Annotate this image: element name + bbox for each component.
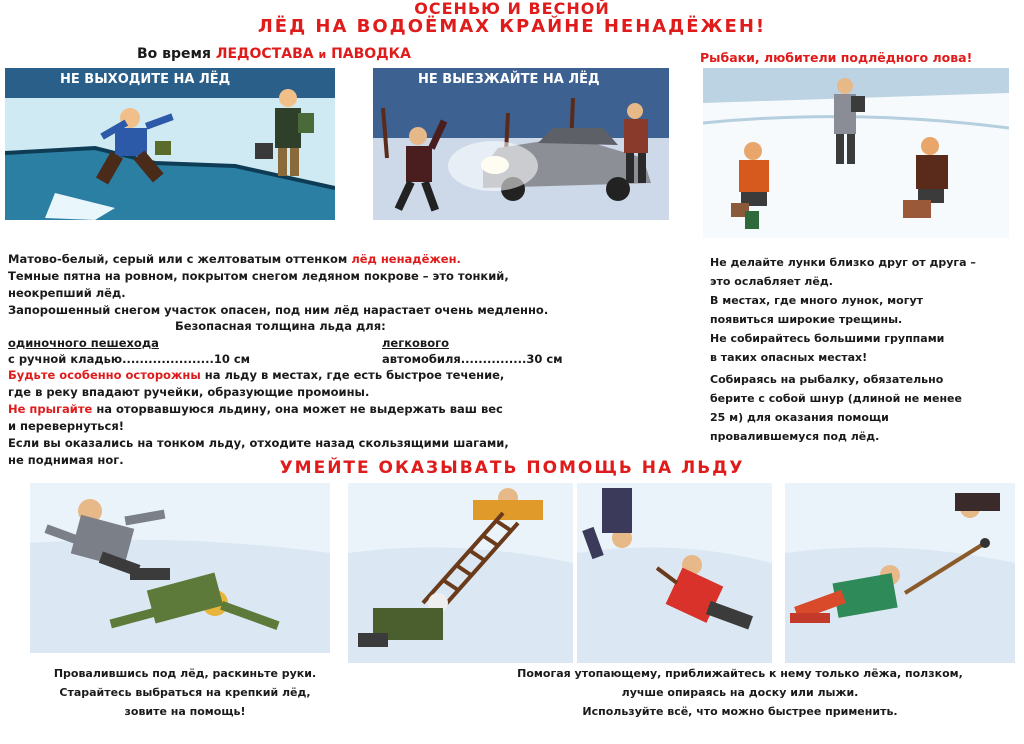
subhead-fishermen: Рыбаки, любители подлёдного лова! <box>700 50 973 65</box>
help-title: УМЕЙТЕ ОКАЗЫВАТЬ ПОМОЩЬ НА ЛЬДУ <box>279 458 745 478</box>
right-line-1: Не делайте лунки близко друг от друга – <box>710 256 976 269</box>
text-line-1 <box>8 251 461 268</box>
subhead-and: и <box>318 48 327 61</box>
caption-left-1: Провалившись под лёд, раскиньте руки. <box>53 667 317 680</box>
banner-no-drive: НЕ ВЫЕЗЖАЙТЕ НА ЛЁД <box>418 72 600 87</box>
caption-right-1: Помогая утопающему, приближайтесь к нему только лёжа, ползком, <box>517 667 963 680</box>
right-line-3: В местах, где много лунок, могут <box>710 294 923 307</box>
subhead-left <box>137 45 411 64</box>
text-car-label: легкового <box>382 336 450 350</box>
subhead-freeze: ЛЕДОСТАВА <box>215 46 314 62</box>
illustration-pole-rescue <box>785 483 1015 663</box>
text-line-4: Запорошенный снегом участок опасен, под ним лёд нарастает очень медленно. <box>8 303 549 317</box>
subhead-during: Во время <box>137 46 211 62</box>
text-do-not-jump: Не прыгайте <box>8 402 93 416</box>
illustration-car-on-ice <box>373 68 669 220</box>
caption-right-2: лучше опираясь на доску или лыжи. <box>621 686 859 699</box>
text-fast-current: на льду в местах, где есть быстрое течение, <box>204 368 505 382</box>
illustration-ice-fishermen <box>703 68 1009 238</box>
right-line-8: берите с собой шнур (длиной не менее <box>710 392 962 405</box>
right-line-9: 25 м) для оказания помощи <box>710 411 889 424</box>
text-ice-unreliable: лёд ненадёжен. <box>351 252 461 266</box>
right-line-4: появиться широкие трещины. <box>710 313 903 326</box>
illustration-spread-arms <box>30 483 330 653</box>
text-line-2: Темные пятна на ровном, покрытом снегом ледяном покрове – это тонкий, <box>8 269 509 283</box>
text-car-value: автомобиля...............30 см <box>382 352 563 366</box>
text-line-10 <box>8 401 503 418</box>
caption-left-3: зовите на помощь! <box>124 705 246 718</box>
text-line-11: и перевернуться! <box>8 419 124 433</box>
illustration-falling-through-ice <box>5 68 335 220</box>
text-line-3: неокрепший лёд. <box>8 286 126 300</box>
text-be-careful: Будьте особенно осторожны <box>8 368 201 382</box>
illustration-ladder-rescue <box>348 483 573 663</box>
right-line-5: Не собирайтесь большими группами <box>710 332 945 345</box>
text-line-12: Если вы оказались на тонком льду, отходите назад скользящими шагами, <box>8 436 509 450</box>
text-safe-thickness: Безопасная толщина льда для: <box>175 319 386 333</box>
text-ice-color: Матово-белый, серый или с желтоватым оттенком <box>8 252 348 266</box>
subhead-flood: ПАВОДКА <box>331 46 411 62</box>
header-line-1: ОСЕНЬЮ И ВЕСНОЙ <box>414 0 610 18</box>
banner-no-walk: НЕ ВЫХОДИТЕ НА ЛЁД <box>60 72 231 87</box>
right-line-6: в таких опасных местах! <box>710 351 868 364</box>
text-ice-floe: на оторвавшуюся льдину, она может не выдержать ваш вес <box>96 402 503 416</box>
text-pedestrian-label: одиночного пешехода <box>8 336 159 350</box>
right-line-7: Собираясь на рыбалку, обязательно <box>710 373 944 386</box>
illustration-scarf-rescue <box>577 483 772 663</box>
text-line-13: не поднимая ног. <box>8 453 124 467</box>
caption-right-3: Используйте всё, что можно быстрее применить. <box>582 705 898 718</box>
caption-left-2: Старайтесь выбраться на крепкий лёд, <box>59 686 311 699</box>
right-line-2: это ослабляет лёд. <box>710 275 833 288</box>
text-line-9: где в реку впадают ручейки, образующие промоины. <box>8 385 370 399</box>
header-line-2: ЛЁД НА ВОДОЁМАХ КРАЙНЕ НЕНАДЁЖЕН! <box>257 16 767 37</box>
text-line-8 <box>8 367 504 384</box>
text-pedestrian-value: с ручной кладью.....................10 см <box>8 352 251 366</box>
right-line-10: провалившемуся под лёд. <box>710 430 880 443</box>
